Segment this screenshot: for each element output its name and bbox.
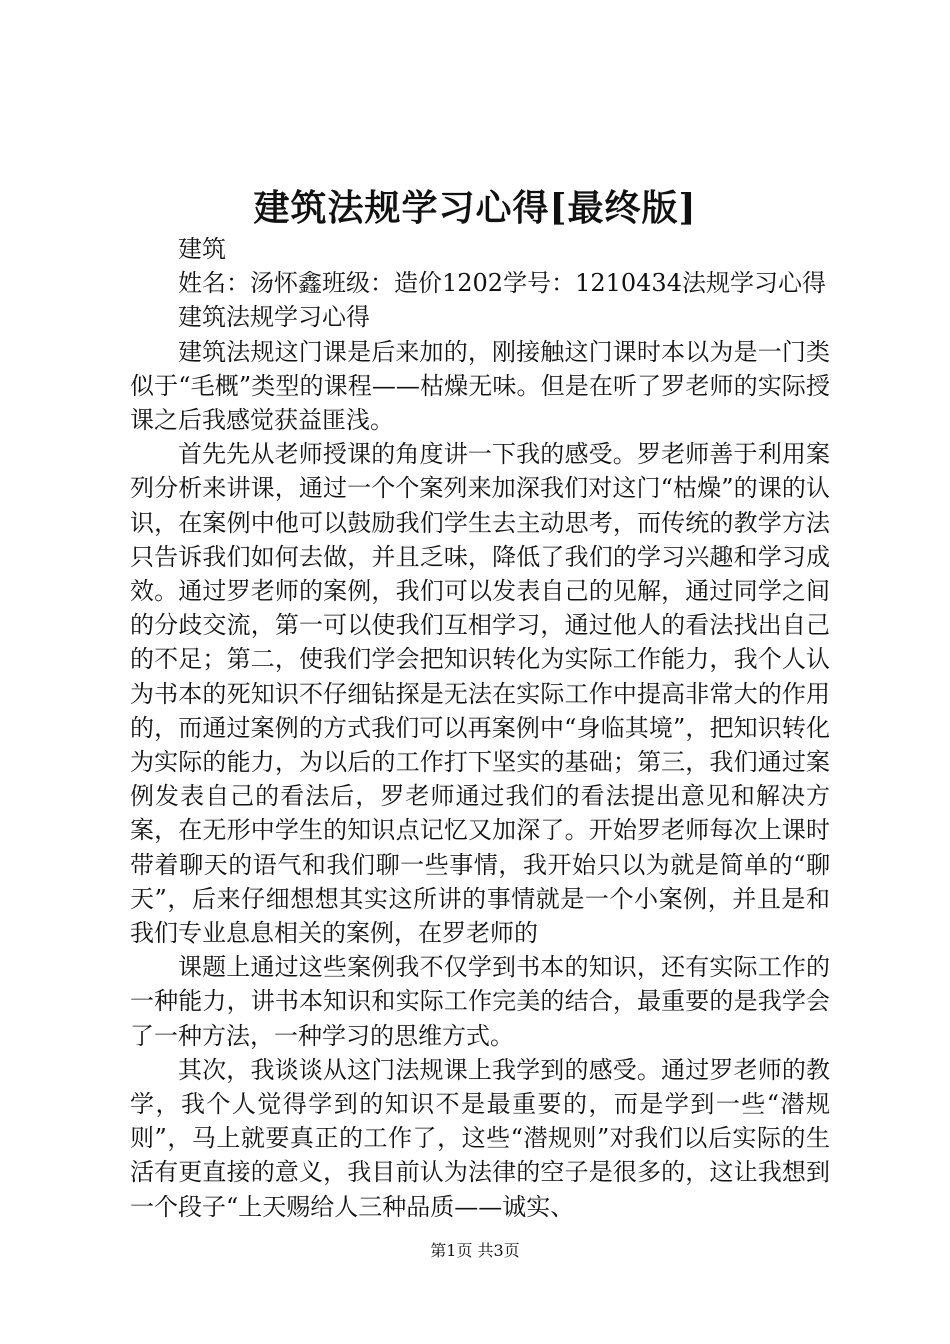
paragraph: 建筑法规这门课是后来加的，刚接触这门课时本以为是一门类似于“毛概”类型的课程——枯燥无味。但是在听了罗老师的实际授课之后我感觉获益匪浅。 bbox=[130, 337, 830, 435]
document-title: 建筑法规学习心得[最终版] bbox=[253, 187, 697, 229]
paragraph: 首先先从老师授课的角度讲一下我的感受。罗老师善于利用案列分析来讲课，通过一个个案列来加深我们对这门“枯燥”的课的认识，在案例中他可以鼓励我们学生去主动思考，而传统的教学方法只告诉我们如何去做，并且乏味，降低了我们的学习兴趣和学习成效。通过罗老师的案例，我们可以发表自己的见解，通过同学之间的分歧交流，第一可以使我们互相学习，通过他人的看法找出自己的不足；第二，使我们学会把知识转化为实际工作能力，我个人认为书本的死知识不仔细钻探是无法在实际工作中提高非常大的作用的，而通过案例的方式我们可以再案例中“身临其境”，把知识转化为实际的能力，为以后的工作打下坚实的基础；第三，我们通过案例发表自己的看法后，罗老师通过我们的看法提出意见和解决方案，在无形中学生的知识点记忆又加深了。开始罗老师每次上课时带着聊天的语气和我们聊一些事情，我开始只以为就是简单的“聊天”，后来仔细想想其实这所讲的事情就是一个小案例，并且是和我们专业息息相关的案例，在罗老师的 bbox=[130, 440, 830, 948]
page-footer: 第1页 共3页 bbox=[430, 1241, 520, 1260]
paragraph: 课题上通过这些案例我不仅学到书本的知识，还有实际工作的一种能力，讲书本知识和实际工作完美的结合，最重要的是我学会了一种方法，一种学习的思维方式。 bbox=[130, 953, 830, 1050]
paragraph: 建筑法规学习心得 bbox=[178, 303, 370, 332]
paragraph: 其次，我谈谈从这门法规课上我学到的感受。通过罗老师的教学，我个人觉得学到的知识不是最重要的，而是学到一些“潜规则”，马上就要真正的工作了，这些“潜规则”对我们以后实际的生活有更直接的意义，我目前认为法律的空子是很多的，这让我想到一个段子“上天赐给人三种品质——诚实、 bbox=[130, 1055, 830, 1221]
paragraph: 姓名：汤怀鑫班级：造价1202学号：1210434法规学习心得 bbox=[178, 269, 826, 298]
document-body bbox=[130, 232, 830, 1224]
paragraph: 建筑 bbox=[178, 235, 226, 263]
